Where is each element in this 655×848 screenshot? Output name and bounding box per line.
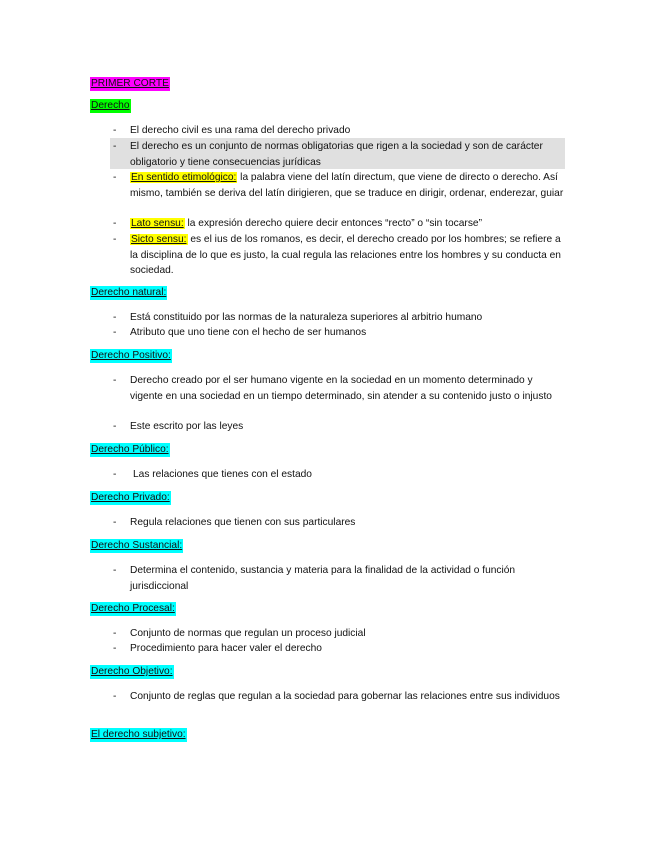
list-item: [113, 310, 568, 326]
bullet-dash: -: [113, 312, 117, 323]
list-item-text: El derecho civil es una rama del derecho privado: [130, 125, 351, 136]
bullet-dash: -: [113, 628, 117, 639]
section-heading-derecho-natural: Derecho natural:: [91, 287, 167, 298]
term-highlight: Sicto sensu:: [131, 234, 187, 245]
bullet-dash: -: [113, 643, 117, 654]
term-highlight: En sentido etimológico:: [131, 172, 237, 183]
list-item: [113, 515, 568, 531]
bullet-dash: -: [113, 691, 117, 702]
section-heading-derecho-privado: Derecho Privado:: [91, 492, 170, 503]
list-item-text: es el ius de los romanos, es decir, el derecho creado por los hombres; se refiere a la disciplina de lo que es justo, la cual regula las relaciones entre los hombres y su conducta en sociedad.: [130, 234, 561, 276]
bullet-dash: -: [113, 327, 117, 338]
list-item: [113, 626, 568, 642]
section-heading-derecho-sustancial: Derecho Sustancial:: [91, 540, 183, 551]
list-item-text: Conjunto de reglas que regulan a la sociedad para gobernar las relaciones entre sus individuos: [130, 691, 560, 702]
bullet-dash: -: [113, 565, 117, 576]
term-highlight: Lato sensu:: [131, 218, 184, 229]
bullet-dash: -: [113, 125, 117, 136]
list-item-text: Regula relaciones que tienen con sus particulares: [130, 517, 356, 528]
list-item: [113, 689, 568, 705]
list-item-text: Determina el contenido, sustancia y materia para la finalidad de la actividad o función jurisdiccional: [130, 565, 516, 592]
list-item: [113, 419, 568, 435]
list-item: [113, 170, 568, 201]
list-item: [113, 216, 568, 232]
list-item-text: Las relaciones que tienes con el estado: [133, 469, 312, 480]
section-heading-derecho: Derecho: [91, 100, 130, 111]
list-item: [113, 123, 568, 139]
list-item-text: Este escrito por las leyes: [130, 421, 244, 432]
list-item-text: Atributo que uno tiene con el hecho de ser humanos: [130, 327, 367, 338]
bullet-dash: -: [113, 172, 117, 183]
section-heading-derecho-positivo: Derecho Positivo:: [91, 350, 171, 361]
bullet-dash: -: [113, 375, 117, 386]
bullet-dash: -: [113, 469, 117, 480]
list-item: [113, 641, 568, 657]
bullet-dash: -: [113, 421, 117, 432]
list-item-text: Conjunto de normas que regulan un proceso judicial: [130, 628, 366, 639]
section-heading-derecho-subjetivo: El derecho subjetivo:: [91, 729, 186, 740]
bullet-dash: -: [113, 234, 117, 245]
section-heading-derecho-publico: Derecho Público:: [91, 444, 169, 455]
bullet-dash: -: [113, 517, 117, 528]
list-item: [113, 139, 568, 170]
list-item-text: El derecho es un conjunto de normas obligatorias que rigen a la sociedad y son de carácter obligatorio y tiene consecuencias jurídicas: [130, 141, 543, 168]
list-item-text: Procedimiento para hacer valer el derecho: [130, 643, 322, 654]
list-item: [113, 325, 568, 341]
bullet-dash: -: [113, 141, 117, 152]
section-heading-derecho-objetivo: Derecho Objetivo:: [91, 666, 173, 677]
list-item: [113, 373, 568, 404]
bullet-dash: -: [113, 218, 117, 229]
list-item-text: Derecho creado por el ser humano vigente en la sociedad en un momento determinado y vigente en una sociedad en un tiempo determinado, sin atender a su contenido justo o injusto: [130, 375, 552, 402]
list-item: [113, 563, 568, 594]
list-item-text: la expresión derecho quiere decir entonces “recto” o “sin tocarse”: [184, 218, 482, 229]
list-item-text: la palabra viene del latín directum, que viene de directo o derecho. Así mismo, también se deriva del latín dirigieren, que se traduce en dirigir, ordenar, enderezar, guiar: [130, 172, 564, 199]
list-item-text: Está constituido por las normas de la naturaleza superiores al arbitrio humano: [130, 312, 483, 323]
document-title: PRIMER CORTE: [91, 78, 169, 89]
list-item: [113, 467, 568, 483]
section-heading-derecho-procesal: Derecho Procesal:: [91, 603, 175, 614]
list-item: [113, 232, 568, 279]
